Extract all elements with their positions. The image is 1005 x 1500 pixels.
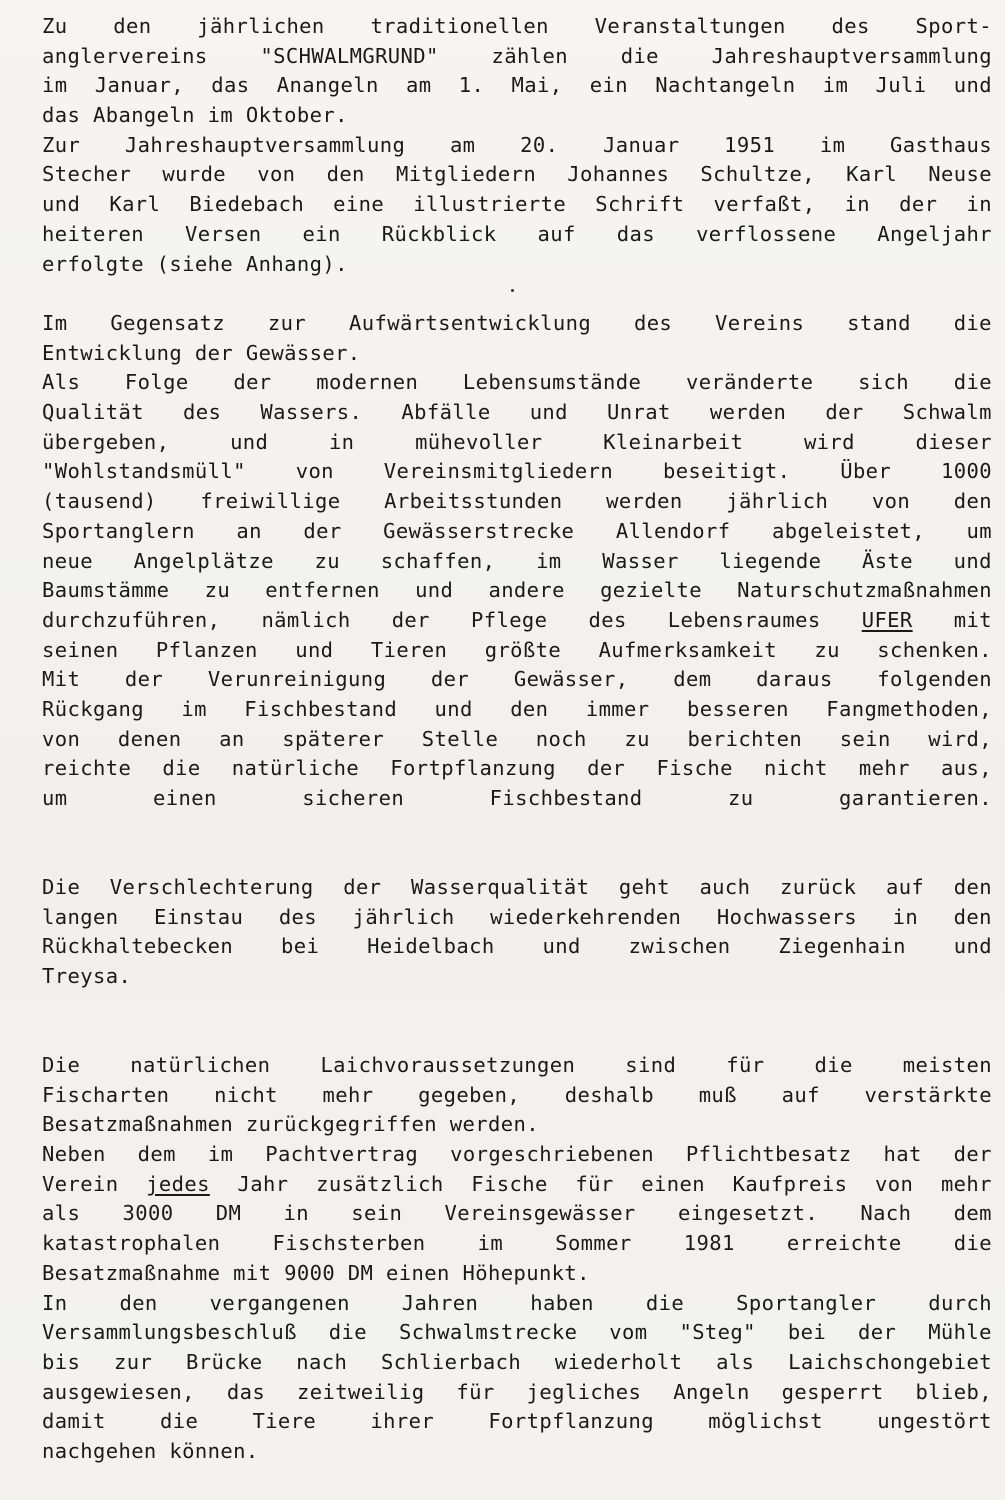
text-line: um einen sicheren Fischbestand zu garantieren. — [42, 786, 992, 810]
text-line: anglervereins "SCHWALMGRUND" zählen die Jahreshauptversammlung — [42, 43, 992, 68]
text-line: Besatzmaßnahmen zurückgegriffen werden. — [42, 1112, 539, 1137]
text-line: durchzuführen, nämlich der Pflege des Lebensraumes UFER mit — [42, 607, 992, 632]
text-line: und Karl Biedebach eine illustrierte Schrift verfaßt, in der in — [42, 192, 992, 217]
text-line: ausgewiesen, das zeitweilig für jegliches Angeln gesperrt blieb, — [42, 1379, 992, 1404]
text-line: Zu den jährlichen traditionellen Veranstaltungen des Sport- — [42, 14, 992, 38]
stray-dot — [511, 289, 514, 292]
text-line: Verein jedes Jahr zusätzlich Fische für einen Kaufpreis von mehr — [42, 1171, 992, 1196]
text-line: Zur Jahreshauptversammlung am 20. Januar 1951 im Gasthaus — [42, 132, 992, 157]
text-line: als 3000 DM in sein Vereinsgewässer eingesetzt. Nach dem — [42, 1201, 992, 1226]
text-line: Mit der Verunreinigung der Gewässer, dem daraus folgenden — [42, 667, 992, 692]
text-line: von denen an späterer Stelle noch zu berichten sein wird, — [42, 726, 992, 751]
text-line: Sportanglern an der Gewässerstrecke Allendorf abgeleistet, um — [42, 518, 992, 543]
text-line: Rückgang im Fischbestand und den immer besseren Fangmethoden, — [42, 696, 992, 721]
text-line: Versammlungsbeschluß die Schwalmstrecke vom "Steg" bei der Mühle — [42, 1320, 992, 1345]
text-line: das Abangeln im Oktober. — [42, 103, 348, 128]
text-line: In den vergangenen Jahren haben die Sportangler durch — [42, 1290, 992, 1315]
text-line: Die natürlichen Laichvoraussetzungen sind für die meisten — [42, 1053, 992, 1077]
paragraph-stocking-measures — [42, 1051, 992, 1467]
text-line: damit die Tiere ihrer Fortpflanzung möglichst ungestört — [42, 1409, 992, 1434]
text-line: Als Folge der modernen Lebensumstände veränderte sich die — [42, 370, 992, 395]
text-line: langen Einstau des jährlich wiederkehrenden Hochwassers in den — [42, 904, 992, 929]
text-line: Baumstämme zu entfernen und andere gezielte Naturschutzmaßnahmen — [42, 578, 992, 603]
text-line: Fischarten nicht mehr gegeben, deshalb muß auf verstärkte — [42, 1082, 992, 1107]
text-line: Die Verschlechterung der Wasserqualität geht auch zurück auf den — [42, 875, 992, 899]
text-line: nachgehen können. — [42, 1438, 259, 1463]
text-line: Im Gegensatz zur Aufwärtsentwicklung des Vereins stand die — [42, 311, 992, 335]
text-line: Qualität des Wassers. Abfälle und Unrat werden der Schwalm — [42, 400, 992, 425]
text-line: neue Angelplätze zu schaffen, im Wasser liegende Äste und — [42, 548, 992, 573]
text-line: bis zur Brücke nach Schlierbach wiederholt als Laichschongebiet — [42, 1349, 992, 1374]
paragraph-annual-events — [42, 12, 992, 279]
text-line: (tausend) freiwillige Arbeitsstunden werden jährlich von den — [42, 489, 992, 514]
text-line: Entwicklung der Gewässer. — [42, 340, 361, 365]
paragraph-water-development — [42, 309, 992, 814]
text-line: im Januar, das Anangeln am 1. Mai, ein Nachtangeln im Juli und — [42, 73, 992, 98]
text-line: Stecher wurde von den Mitgliedern Johannes Schultze, Karl Neuse — [42, 162, 992, 187]
paragraph-water-quality — [42, 873, 992, 992]
text-line: Neben dem im Pachtvertrag vorgeschriebenen Pflichtbesatz hat der — [42, 1142, 992, 1167]
text-line: heiteren Versen ein Rückblick auf das verflossene Angeljahr — [42, 221, 992, 246]
text-line: Besatzmaßnahme mit 9000 DM einen Höhepunkt. — [42, 1260, 590, 1285]
text-line: reichte die natürliche Fortpflanzung der Fische nicht mehr aus, — [42, 756, 992, 781]
text-line: Treysa. — [42, 964, 132, 989]
text-line: katastrophalen Fischsterben im Sommer 1981 erreichte die — [42, 1231, 992, 1256]
text-line: erfolgte (siehe Anhang). — [42, 251, 348, 276]
text-line: Rückhaltebecken bei Heidelbach und zwischen Ziegenhain und — [42, 934, 992, 959]
text-line: übergeben, und in mühevoller Kleinarbeit wird dieser — [42, 429, 992, 454]
text-line: "Wohlstandsmüll" von Vereinsmitgliedern beseitigt. Über 1000 — [42, 459, 992, 484]
text-line: seinen Pflanzen und Tieren größte Aufmerksamkeit zu schenken. — [42, 637, 992, 662]
